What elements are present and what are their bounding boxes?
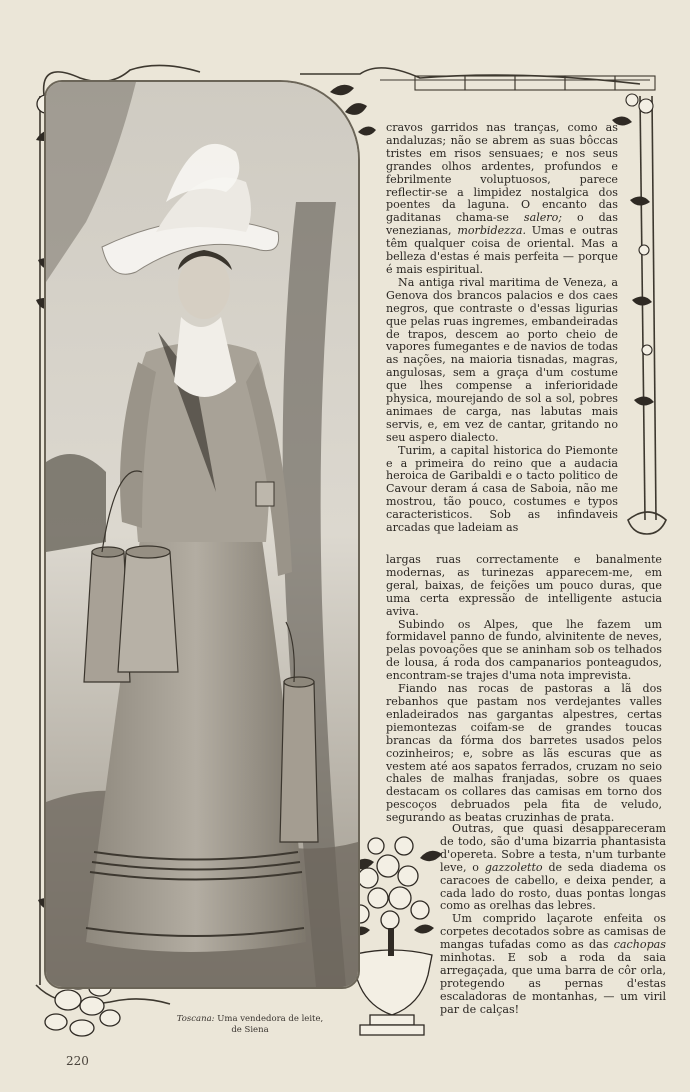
page-number: 220 (66, 1054, 89, 1068)
text-column-bottom (440, 823, 666, 1017)
paragraph: Outras, que quasi desappareceram de todo, são d'uma bizarria phantasista d'opereta. Sobre a testa, n'um turbante leve, o gazzoletto de seda diadema os caracoes de cabello, e deixa pender, a cada lado do rosto, duas pontas longas como as orelhas das lebres. (440, 822, 666, 913)
photo-caption (150, 1014, 350, 1036)
caption-line-1: Uma vendedora de leite, (217, 1014, 324, 1024)
paragraph: Turim, a capital historica do Piemonte e a primeira do reino que a audacia heroica de Garibaldi e o tacto politico de Cavour deram á casa de Saboia, não me mostrou, tão pouco, costumes e typos caracteristicos. Sob as infindaveis arcadas que ladeiam as (386, 443, 618, 535)
paragraph: largas ruas correctamente e banalmente modernas, as turinezas apparecem-me, em geral, baixas, de feições um pouco duras, que uma certa expressão de intelligente astucia aviva. (386, 553, 662, 618)
paragraph: Fiando nas rocas de pastoras a lã dos rebanhos que pastam nos verdejantes valles enladeirados nas gargantas alpestres, certas piemontezas coifam-se de grandes toucas brancas da fórma dos barretes usados pelos cozinheiros; e, sobre as lãs escuras que as vestem até aos sapatos ferrados, cruzam no seio chales de malhas franjadas, sobre os quaes destacam os collares das camisas em torno dos pescoços debruados pela fita de veludo, segurando as beatas cruzinhas de prata. (386, 682, 662, 825)
photograph (44, 80, 360, 989)
text-column-middle (386, 554, 662, 825)
caption-line-2: de Siena (231, 1025, 269, 1035)
caption-place: Toscana: (176, 1014, 215, 1024)
paragraph: Um comprido laçarote enfeita os corpetes decotados sobre as camisas de mangas tufadas como as das cachopas minhotas. E sob a roda da saia arregaçada, que uma barra de côr orla, protegendo as pernas d'estas escaladoras de montanhas, — um viril par de calças! (440, 912, 666, 1016)
paragraph: cravos garridos nas tranças, como as andaluzas; não se abrem as suas bôccas tristes em risos sensuaes; e nos seus grandes olhos ardentes, profundos e febrilmente voluptuosos, parece reflectir-se a limpidez nostalgica dos poentes da laguna. O encanto das gaditanas chama-se salero; o das venezianas, morbidezza. Umas e outras têm qualquer coisa de oriental. Mas a belleza d'estas é mais perfeita — porque é mais espiritual. (386, 121, 618, 276)
paragraph: Subindo os Alpes, que lhe fazem um formidavel panno de fundo, alvinitente de neves, pelas povoações que se aninham sob os telhados de lousa, á roda dos campanarios ponteagudos, encontram-se trajes d'uma nota imprevista. (386, 617, 662, 683)
text-column-top (386, 122, 618, 535)
milk-vendor-woman-photo-icon (46, 82, 358, 987)
paragraph: Na antiga rival maritima de Veneza, a Genova dos brancos palacios e dos caes negros, que contraste o d'essas ligurias que pelas ruas ingremes, embandeiradas de trapos, descem ao porto cheio de vapores fumegantes e de navios de todas as nações, na maioria tisnadas, magras, angulosas, sem a graça d'um costume que lhes compense a inferioridade physica, mourejando de sol a sol, pobres animaes de carga, nas labutas mais servis, e, em vez de cantar, gritando no seu aspero dialecto. (386, 275, 618, 444)
